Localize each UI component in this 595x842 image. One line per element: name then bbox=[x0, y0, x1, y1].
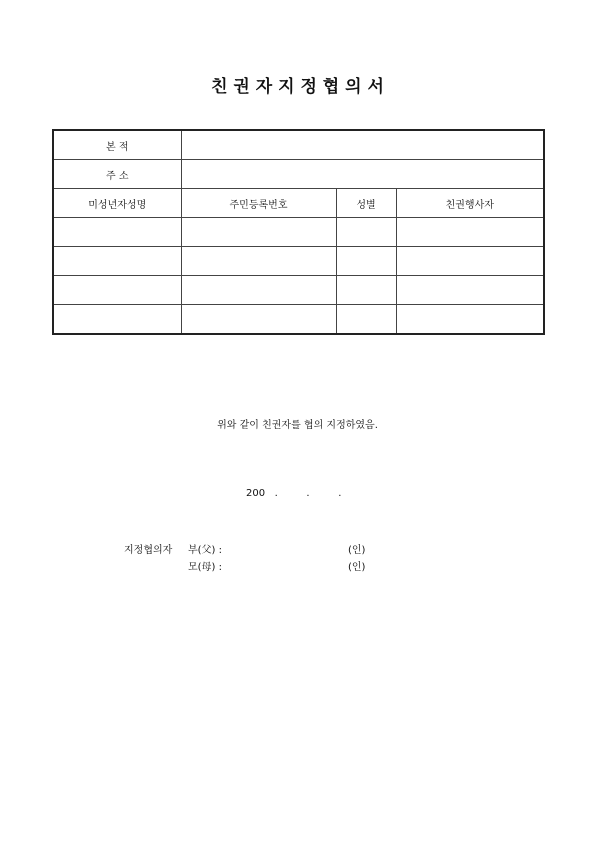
mother-seal-mark[interactable]: (인) bbox=[348, 562, 366, 573]
registered-domicile-label: 본 적 bbox=[53, 130, 181, 160]
date-line[interactable]: 200 . . . bbox=[246, 488, 342, 499]
address-label: 주 소 bbox=[53, 160, 181, 189]
gender-cell[interactable] bbox=[336, 247, 396, 276]
mother-label: 모(母) : bbox=[188, 562, 223, 573]
minor-name-cell[interactable] bbox=[53, 305, 181, 335]
custodian-cell[interactable] bbox=[396, 276, 544, 305]
column-header-row bbox=[53, 189, 544, 218]
document-title: 친 권 자 지 정 협 의 서 bbox=[211, 77, 384, 97]
gender-cell[interactable] bbox=[336, 218, 396, 247]
minor-name-cell[interactable] bbox=[53, 276, 181, 305]
custodian-cell[interactable] bbox=[396, 218, 544, 247]
custodian-cell[interactable] bbox=[396, 305, 544, 335]
address-row bbox=[53, 160, 544, 189]
table-row bbox=[53, 305, 544, 335]
column-header-gender: 성별 bbox=[336, 189, 396, 218]
father-seal-mark[interactable]: (인) bbox=[348, 545, 366, 556]
minor-name-cell[interactable] bbox=[53, 218, 181, 247]
table-row bbox=[53, 247, 544, 276]
signatory-label: 지정협의자 bbox=[124, 545, 173, 556]
column-header-minor-name: 미성년자성명 bbox=[53, 189, 181, 218]
custody-form-table bbox=[52, 129, 545, 335]
registered-domicile-row bbox=[53, 130, 544, 160]
father-label: 부(父) : bbox=[188, 545, 223, 556]
registered-domicile-field[interactable] bbox=[181, 130, 544, 160]
minor-name-cell[interactable] bbox=[53, 247, 181, 276]
column-header-resident-number: 주민등록번호 bbox=[181, 189, 336, 218]
agreement-statement: 위와 같이 친권자를 협의 지정하였음. bbox=[217, 420, 378, 431]
table-row bbox=[53, 276, 544, 305]
resident-number-cell[interactable] bbox=[181, 305, 336, 335]
gender-cell[interactable] bbox=[336, 305, 396, 335]
table-row bbox=[53, 218, 544, 247]
column-header-custodian: 친권행사자 bbox=[396, 189, 544, 218]
resident-number-cell[interactable] bbox=[181, 218, 336, 247]
gender-cell[interactable] bbox=[336, 276, 396, 305]
address-field[interactable] bbox=[181, 160, 544, 189]
resident-number-cell[interactable] bbox=[181, 247, 336, 276]
custodian-cell[interactable] bbox=[396, 247, 544, 276]
resident-number-cell[interactable] bbox=[181, 276, 336, 305]
